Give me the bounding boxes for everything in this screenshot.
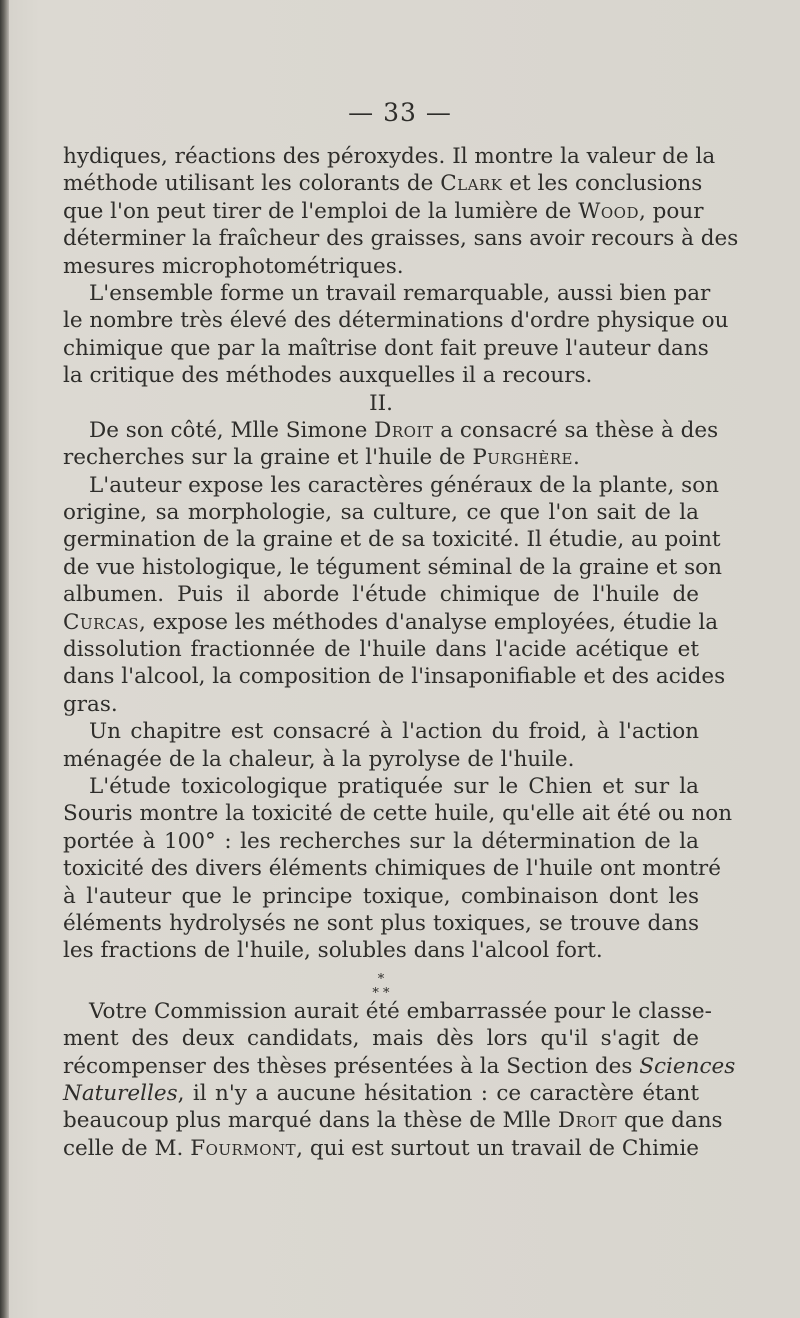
asterism-bottom: * *	[372, 985, 390, 1001]
text-line: que l'on peut tirer de l'emploi de la lumière de Wood, pour	[63, 198, 704, 224]
author-name-wood: Wood	[578, 198, 639, 224]
text-line: de vue histologique, le tégument séminal de la graine et son	[63, 554, 722, 580]
author-name-fourmont: Fourmont	[190, 1135, 297, 1161]
text-line: à l'auteur que le principe toxique, combinaison dont les	[63, 883, 699, 909]
text-line: éléments hydrolysés ne sont plus toxiques, se trouve dans	[63, 910, 699, 936]
text-line: la critique des méthodes auxquelles il a recours.	[63, 363, 593, 389]
text-line: Votre Commission aurait été embarrassée pour le classe-	[89, 998, 712, 1024]
page-number: — 33 —	[348, 98, 452, 127]
binding-edge	[0, 0, 9, 1318]
text-line: portée à 100° : les recherches sur la détermination de la	[63, 828, 699, 854]
section-heading: II.	[369, 390, 393, 416]
text-line: recherches sur la graine et l'huile de Purghère.	[63, 445, 580, 471]
text-line: dissolution fractionnée de l'huile dans l'acide acétique et	[63, 637, 699, 663]
text-line: Naturelles, il n'y a aucune hésitation : ce caractère étant	[63, 1080, 699, 1106]
body-text	[63, 143, 739, 1162]
text-line: albumen. Puis il aborde l'étude chimique de l'huile de	[63, 582, 699, 608]
text-line: hydiques, réactions des péroxydes. Il montre la valeur de la	[63, 144, 716, 169]
text-line: celle de M. Fourmont, qui est surtout un travail de Chimie	[63, 1135, 699, 1161]
text-line: beaucoup plus marqué dans la thèse de Mlle Droit que dans	[63, 1108, 723, 1134]
text-line: L'étude toxicologique pratiquée sur le Chien et sur la	[89, 773, 699, 799]
plant-name-curcas: Curcas	[63, 609, 139, 635]
text-line: récompenser des thèses présentées à la Section des Sciences	[63, 1053, 736, 1079]
section-name-naturelles: Naturelles	[63, 1080, 178, 1106]
section-name-sciences: Sciences	[639, 1053, 736, 1079]
text-line: chimique que par la maîtrise dont fait preuve l'auteur dans	[63, 335, 709, 361]
text-line: Souris montre la toxicité de cette huile, qu'elle ait été ou non	[63, 801, 733, 827]
text-line: déterminer la fraîcheur des graisses, sans avoir recours à des	[63, 226, 739, 252]
text-line: De son côté, Mlle Simone Droit a consacré sa thèse à des	[89, 417, 719, 443]
text-line: Curcas, expose les méthodes d'analyse employées, étudie la	[63, 609, 719, 635]
text-line: origine, sa morphologie, sa culture, ce que l'on sait de la	[63, 500, 699, 526]
author-name-droit: Droit	[557, 1108, 618, 1134]
text-line: germination de la graine et de sa toxicité. Il étudie, au point	[63, 527, 721, 553]
text-line: ménagée de la chaleur, à la pyrolyse de l'huile.	[63, 746, 575, 772]
author-name-clark: Clark	[440, 171, 503, 197]
plant-name-purghere: Purghère	[472, 445, 574, 471]
text-line: gras.	[63, 691, 118, 717]
text-line: L'ensemble forme un travail remarquable, aussi bien par	[89, 280, 711, 306]
text-line: ment des deux candidats, mais dès lors qu'il s'agit de	[63, 1026, 699, 1052]
text-line: les fractions de l'huile, solubles dans l'alcool fort.	[63, 938, 603, 964]
asterism-top: *	[377, 971, 385, 987]
text-line: mesures microphotométriques.	[63, 253, 404, 279]
text-line: L'auteur expose les caractères généraux de la plante, son	[89, 472, 719, 498]
text-line: le nombre très élevé des déterminations d'ordre physique ou	[63, 308, 729, 334]
text-line: Un chapitre est consacré à l'action du froid, à l'action	[89, 719, 699, 745]
asterism-separator	[63, 965, 699, 1001]
text-line: dans l'alcool, la composition de l'insaponifiable et des acides	[63, 664, 726, 690]
text-line: toxicité des divers éléments chimiques de l'huile ont montré	[63, 856, 721, 882]
text-line: méthode utilisant les colorants de Clark et les conclusions	[63, 171, 703, 197]
author-name-droit: Droit	[374, 417, 434, 443]
